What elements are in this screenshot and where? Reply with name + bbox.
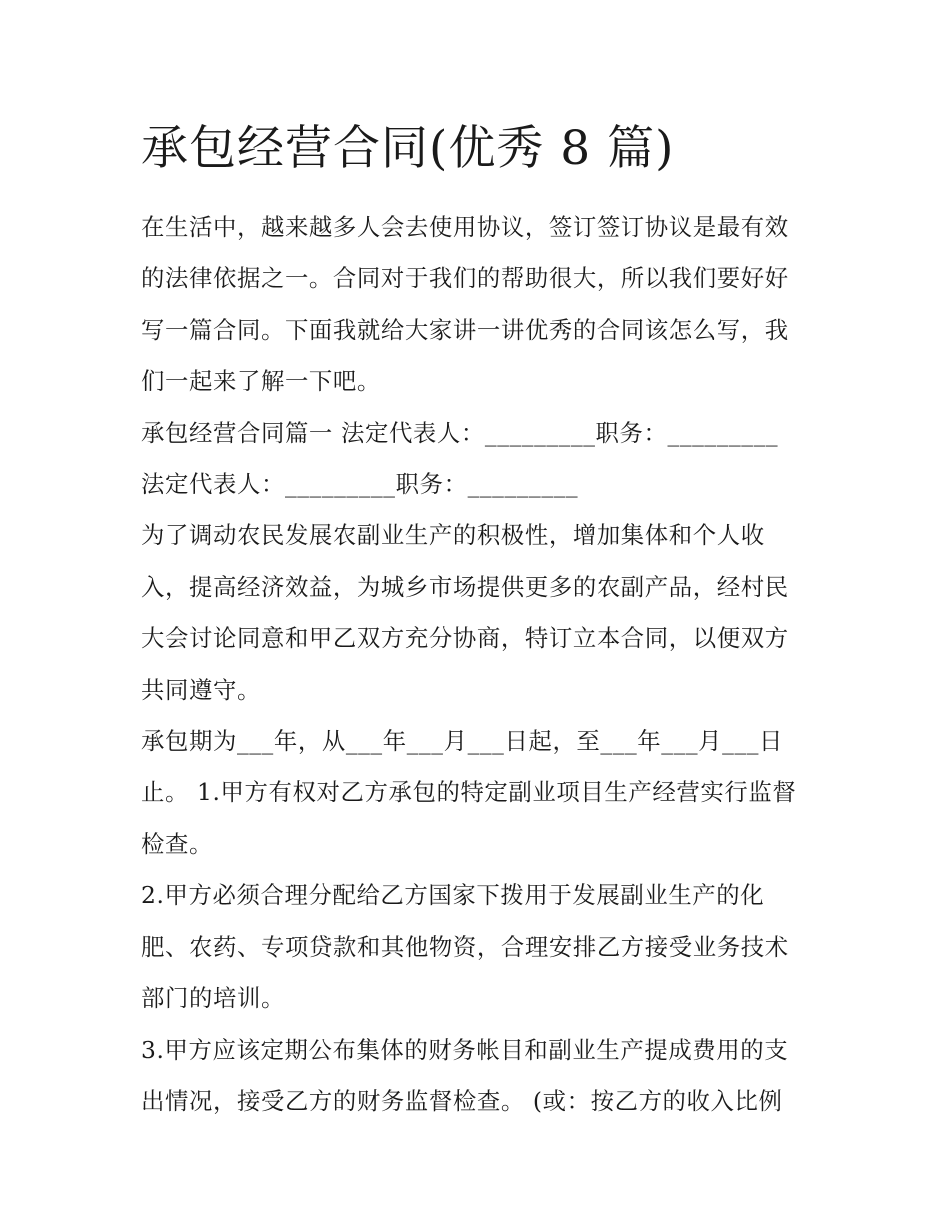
body-line: 止。 1.甲方有权对乙方承包的特定副业项目生产经营实行监督 [141, 778, 797, 807]
body-line: 为了调动农民发展农副业生产的积极性，增加集体和个人收 [141, 521, 765, 550]
document-page [141, 118, 813, 1127]
body-line: 部门的培训。 [141, 984, 285, 1013]
body-line: 共同遵守。 [141, 675, 261, 704]
document-title: 承包经营合同(优秀 8 篇) [141, 121, 675, 176]
body-line: 承包经营合同篇一 法定代表人：_________职务：_________ [141, 418, 779, 447]
body-line: 的法律依据之一。合同对于我们的帮助很大，所以我们要好好 [141, 264, 789, 293]
body-line: 承包期为___年，从___年___月___日起，至___年___月___日 [141, 727, 784, 756]
body-line: 法定代表人：_________职务：_________ [141, 470, 579, 499]
body-line: 2.甲方必须合理分配给乙方国家下拨用于发展副业生产的化 [141, 881, 765, 910]
body-line: 大会讨论同意和甲乙双方充分协商，特订立本合同，以便双方 [141, 624, 789, 653]
body-line: 肥、农药、专项贷款和其他物资，合理安排乙方接受业务技术 [141, 932, 789, 961]
body-line: 写一篇合同。下面我就给大家讲一讲优秀的合同该怎么写，我 [141, 315, 789, 344]
body-line: 检查。 [141, 829, 213, 858]
body-line: 入，提高经济效益，为城乡市场提供更多的农副产品，经村民 [141, 572, 789, 601]
document-body [141, 202, 813, 1127]
body-line: 3.甲方应该定期公布集体的财务帐目和副业生产提成费用的支 [141, 1035, 789, 1064]
body-line: 们一起来了解一下吧。 [141, 367, 381, 396]
body-line: 在生活中，越来越多人会去使用协议，签订签订协议是最有效 [141, 213, 789, 241]
body-line: 出情况，接受乙方的财务监督检查。 (或：按乙方的收入比例 [141, 1086, 783, 1115]
